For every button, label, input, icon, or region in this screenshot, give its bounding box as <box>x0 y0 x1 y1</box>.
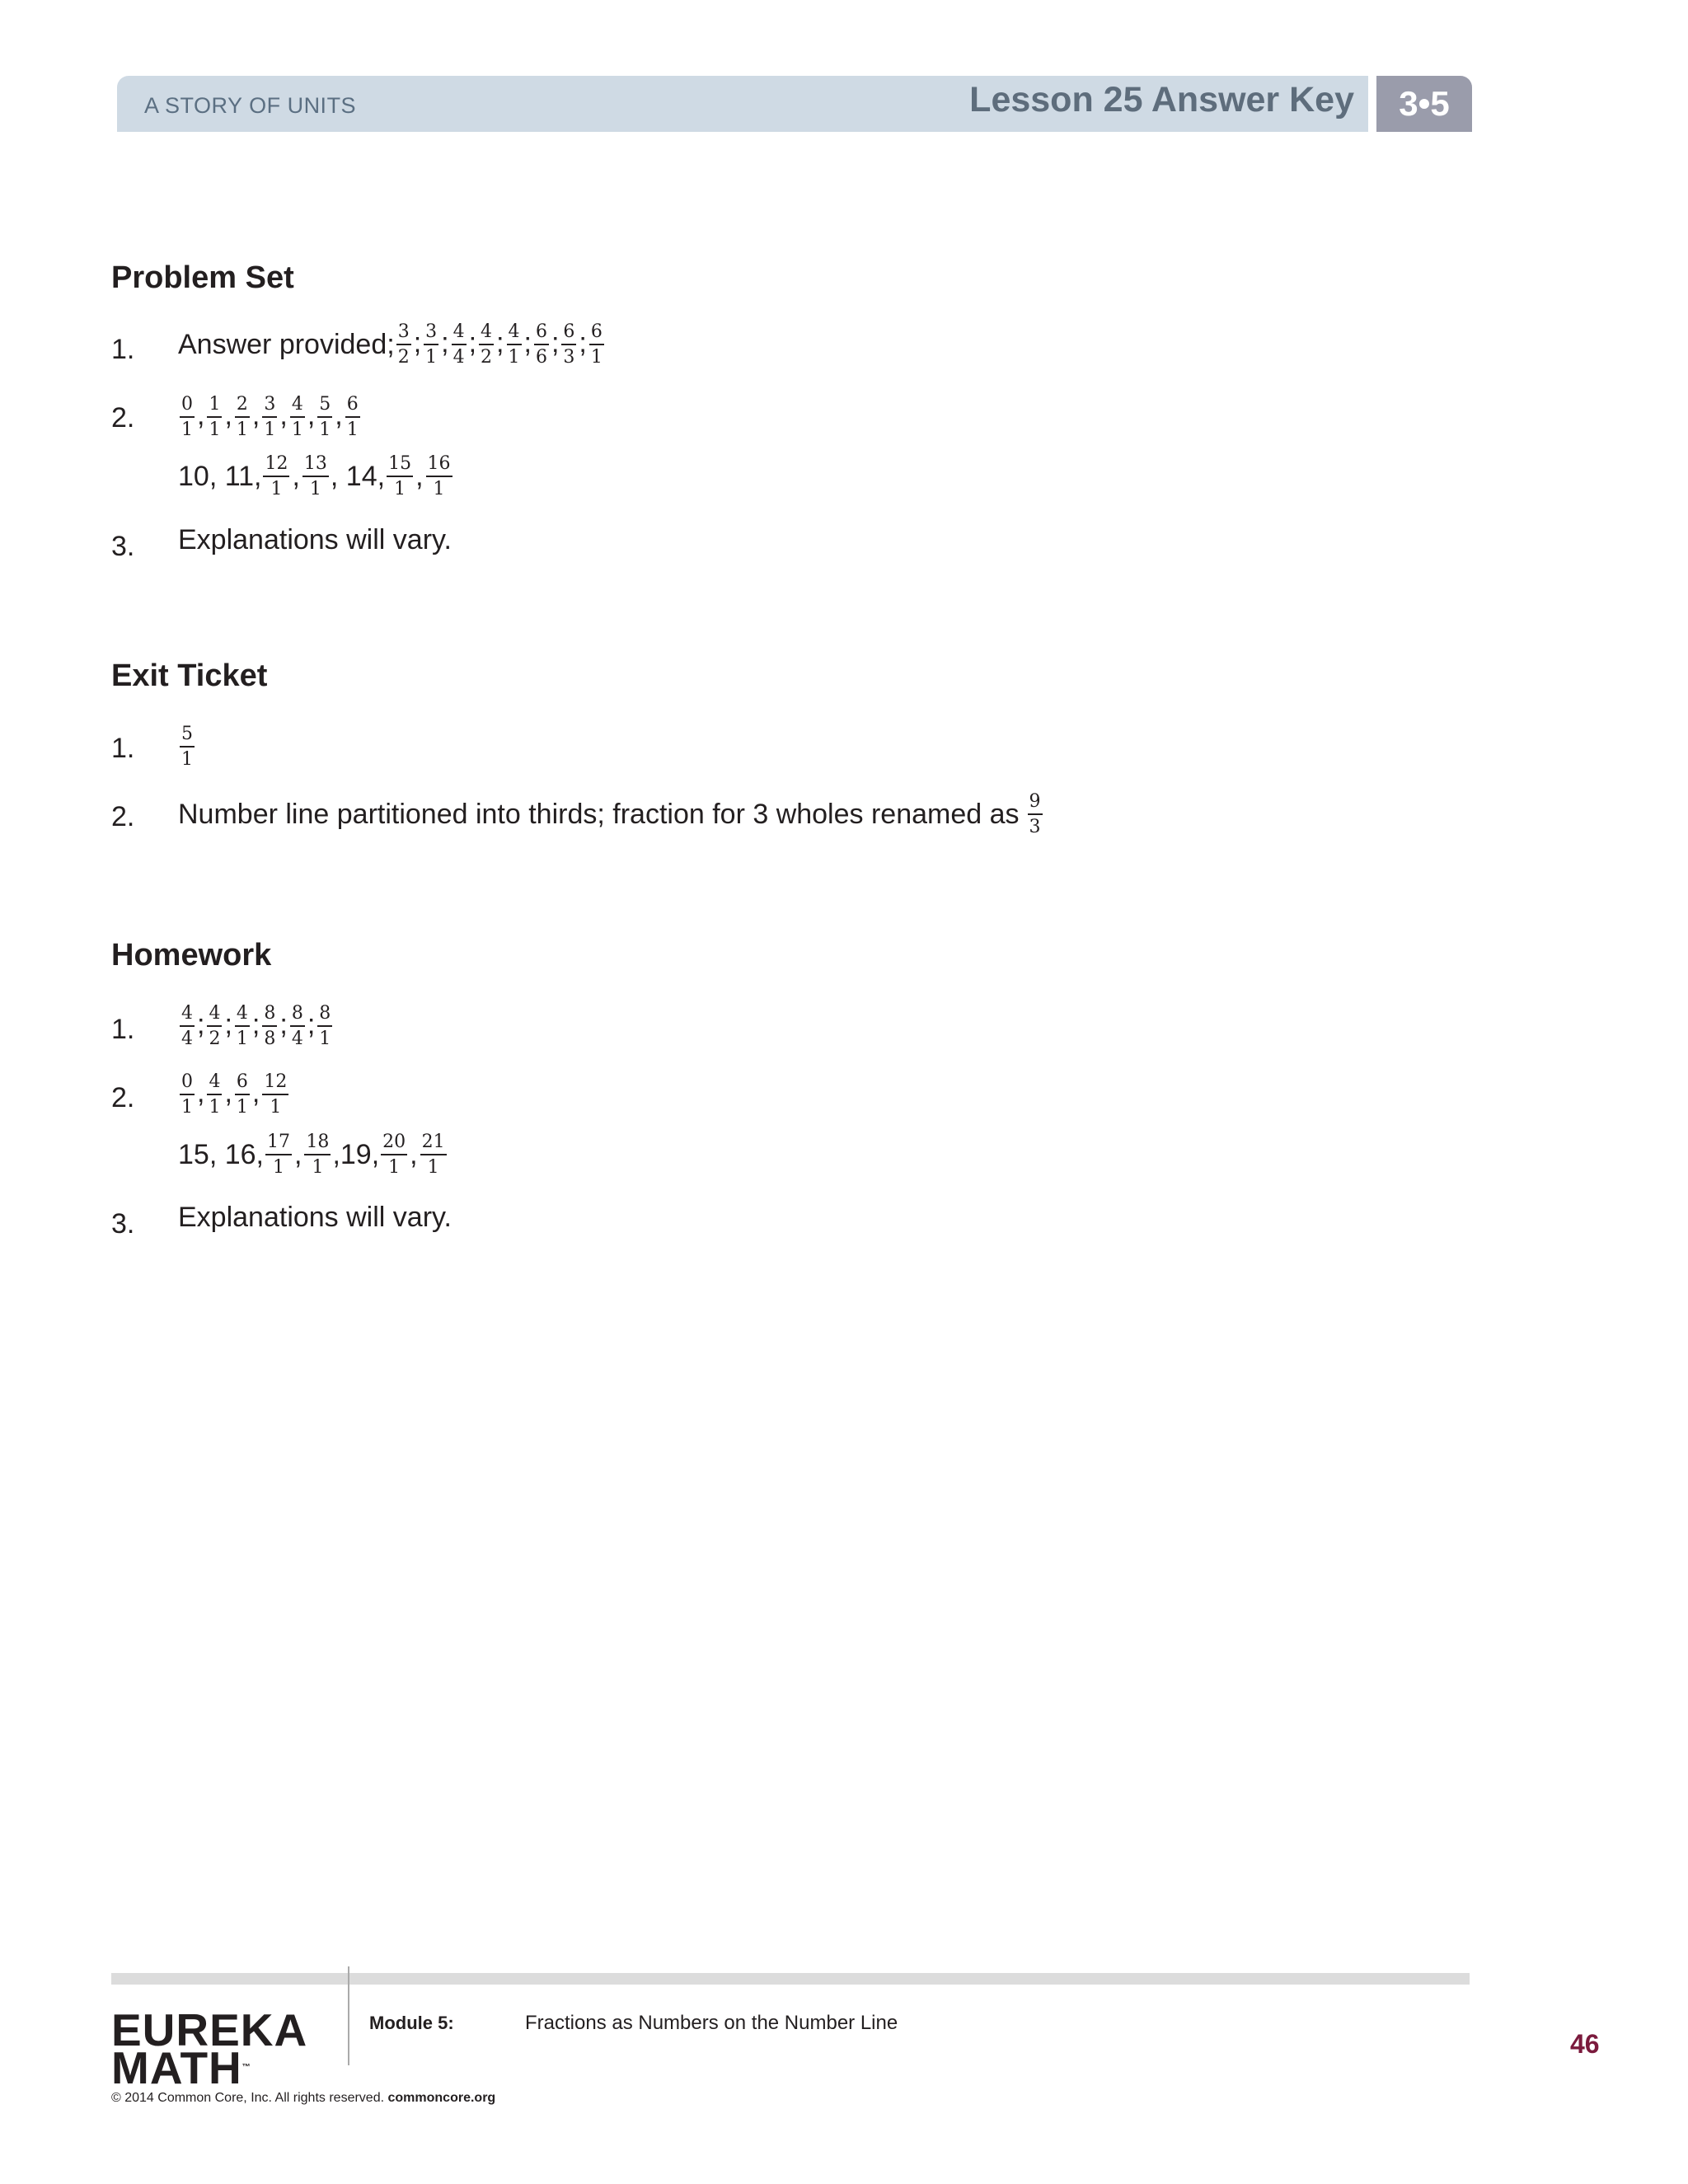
numerator: 16 <box>426 453 452 477</box>
answer-text: , 14, <box>330 460 386 492</box>
denominator: 1 <box>312 1157 324 1179</box>
fraction <box>304 1132 331 1179</box>
fraction <box>207 394 222 441</box>
homework-item-1-answer <box>178 1003 334 1050</box>
fraction <box>424 321 438 368</box>
denominator: 8 <box>264 1029 276 1050</box>
denominator: 1 <box>209 1097 221 1118</box>
homework-item-2-answer <box>178 1071 290 1118</box>
separator: ; <box>468 327 477 359</box>
fraction <box>317 1003 332 1050</box>
numerator: 17 <box>265 1132 292 1155</box>
denominator: 1 <box>181 749 193 771</box>
separator: , <box>251 1077 260 1109</box>
separator: ; <box>579 327 587 359</box>
denominator: 2 <box>209 1029 221 1050</box>
homework-item-2-answer-line2 <box>178 1132 448 1179</box>
separator: , <box>197 400 205 432</box>
fraction <box>180 1071 195 1118</box>
module-label: Module 5: <box>369 2013 454 2033</box>
fraction-list <box>178 1071 290 1118</box>
separator: ; <box>251 1009 260 1041</box>
fraction <box>561 321 576 368</box>
fraction <box>265 1132 292 1179</box>
denominator: 1 <box>236 1097 248 1118</box>
numerator: 21 <box>420 1132 447 1155</box>
fraction <box>290 394 305 441</box>
denominator: 1 <box>319 1029 331 1050</box>
fraction <box>1028 791 1043 838</box>
numerator: 0 <box>180 394 195 418</box>
numerator: 13 <box>302 453 329 477</box>
exit-ticket-heading: Exit Ticket <box>111 658 268 693</box>
page-number: 46 <box>1570 2029 1600 2059</box>
denominator: 6 <box>535 347 547 368</box>
numerator: 6 <box>561 321 576 345</box>
numerator: 6 <box>345 394 360 418</box>
numerator: 3 <box>396 321 411 345</box>
denominator: 3 <box>1029 817 1041 838</box>
homework-item-1-number: 1. <box>111 1014 135 1045</box>
answer-text: ,19, <box>332 1138 380 1170</box>
answer-text: 15, 16, <box>178 1138 264 1170</box>
homework-item-3-number: 3. <box>111 1208 135 1240</box>
fraction <box>317 394 332 441</box>
denominator: 4 <box>452 347 465 368</box>
fraction <box>262 1071 288 1118</box>
separator: ; <box>279 1009 288 1041</box>
fraction <box>262 394 277 441</box>
copyright-link[interactable]: commoncore.org <box>387 2091 496 2105</box>
fraction <box>479 321 494 368</box>
lesson-title: Lesson 25 Answer Key <box>969 80 1354 120</box>
exit-ticket-item-2-number: 2. <box>111 801 135 832</box>
separator: ; <box>523 327 532 359</box>
exit-ticket-item-1-answer <box>178 724 196 771</box>
denominator: 1 <box>272 1157 284 1179</box>
fraction <box>420 1132 447 1179</box>
numerator: 2 <box>235 394 250 418</box>
denominator: 1 <box>346 419 359 441</box>
numerator: 5 <box>180 724 195 748</box>
denominator: 1 <box>394 479 406 500</box>
denominator: 1 <box>319 419 331 441</box>
logo-line-1: EUREKA <box>111 2004 308 2055</box>
homework-item-2-number: 2. <box>111 1082 135 1113</box>
fraction <box>207 1003 222 1050</box>
numerator: 4 <box>180 1003 195 1027</box>
fraction <box>534 321 549 368</box>
denominator: 3 <box>563 347 575 368</box>
fraction <box>235 1071 250 1118</box>
denominator: 1 <box>270 479 283 500</box>
module-title: Fractions as Numbers on the Number Line <box>525 2012 898 2034</box>
problem-set-item-1-number: 1. <box>111 334 135 365</box>
footer-rule <box>111 1973 1470 1985</box>
numerator: 20 <box>381 1132 407 1155</box>
answer-text: 10, 11, <box>178 460 262 492</box>
numerator: 4 <box>207 1003 222 1027</box>
separator: , <box>307 400 316 432</box>
denominator: 1 <box>236 419 248 441</box>
fraction <box>235 394 250 441</box>
trademark-mark: ™ <box>241 2063 251 2072</box>
fraction <box>235 1003 250 1050</box>
numerator: 3 <box>424 321 438 345</box>
denominator: 1 <box>425 347 438 368</box>
separator: , <box>279 400 288 432</box>
separator: ; <box>551 327 560 359</box>
denominator: 1 <box>309 479 321 500</box>
fraction <box>302 453 329 500</box>
fraction <box>180 1003 195 1050</box>
fraction-list <box>178 394 362 441</box>
denominator: 1 <box>181 1097 193 1118</box>
denominator: 1 <box>590 347 603 368</box>
numerator: 0 <box>180 1071 195 1095</box>
problem-set-item-2-answer <box>178 394 362 441</box>
separator: ; <box>441 327 449 359</box>
denominator: 1 <box>209 419 221 441</box>
numerator: 12 <box>263 453 289 477</box>
separator: , <box>292 460 300 492</box>
numerator: 8 <box>262 1003 277 1027</box>
denominator: 1 <box>427 1157 439 1179</box>
fraction <box>345 394 360 441</box>
numerator: 1 <box>207 394 222 418</box>
fraction-list <box>178 1003 334 1050</box>
numerator: 4 <box>290 394 305 418</box>
problem-set-item-2-answer-line2 <box>178 453 454 500</box>
fraction <box>507 321 522 368</box>
copyright-text: © 2014 Common Core, Inc. All rights reserved. <box>111 2091 385 2105</box>
numerator: 3 <box>262 394 277 418</box>
numerator: 4 <box>507 321 522 345</box>
denominator: 2 <box>481 347 493 368</box>
denominator: 1 <box>291 419 303 441</box>
eureka-math-logo <box>111 2004 308 2093</box>
separator: , <box>224 1077 232 1109</box>
separator: ; <box>496 327 504 359</box>
copyright <box>111 2091 495 2106</box>
denominator: 1 <box>264 419 276 441</box>
numerator: 6 <box>534 321 549 345</box>
separator: ; <box>224 1009 232 1041</box>
separator: , <box>293 1138 302 1170</box>
separator: , <box>251 400 260 432</box>
denominator: 2 <box>397 347 410 368</box>
numerator: 6 <box>589 321 604 345</box>
answer-text: Number line partitioned into thirds; fraction for 3 wholes renamed as <box>178 798 1020 830</box>
exit-ticket-item-2-answer <box>178 791 1044 838</box>
fraction <box>180 724 195 771</box>
numerator: 6 <box>235 1071 250 1095</box>
fraction <box>262 1003 277 1050</box>
separator: , <box>335 400 343 432</box>
denominator: 1 <box>270 1097 282 1118</box>
exit-ticket-item-1-number: 1. <box>111 733 135 764</box>
problem-set-heading: Problem Set <box>111 260 294 295</box>
homework-item-3-answer: Explanations will vary. <box>178 1202 452 1233</box>
numerator: 4 <box>479 321 494 345</box>
separator: ; <box>413 327 422 359</box>
footer-divider <box>348 1966 349 2065</box>
numerator: 8 <box>290 1003 305 1027</box>
fraction <box>207 1071 222 1118</box>
denominator: 1 <box>388 1157 401 1179</box>
answer-lead-text: Answer provided; <box>178 328 395 360</box>
numerator: 8 <box>317 1003 332 1027</box>
grade-module-badge: 3•5 <box>1376 76 1472 132</box>
numerator: 18 <box>304 1132 331 1155</box>
separator: ; <box>197 1009 205 1041</box>
denominator: 4 <box>181 1029 193 1050</box>
homework-heading: Homework <box>111 938 272 972</box>
problem-set-item-3-number: 3. <box>111 531 135 562</box>
series-label: A STORY OF UNITS <box>144 93 357 118</box>
numerator: 12 <box>262 1071 288 1095</box>
problem-set-item-2-number: 2. <box>111 402 135 434</box>
denominator: 1 <box>433 479 445 500</box>
fraction-list <box>395 321 606 368</box>
separator: , <box>224 400 232 432</box>
separator: , <box>415 460 424 492</box>
fraction <box>452 321 467 368</box>
problem-set-item-3-answer: Explanations will vary. <box>178 524 452 555</box>
problem-set-item-1-answer <box>178 321 606 368</box>
fraction <box>387 453 413 500</box>
denominator: 1 <box>236 1029 248 1050</box>
denominator: 1 <box>181 419 193 441</box>
fraction <box>426 453 452 500</box>
numerator: 9 <box>1028 791 1043 815</box>
separator: , <box>410 1138 418 1170</box>
fraction <box>381 1132 407 1179</box>
numerator: 15 <box>387 453 413 477</box>
fraction <box>180 394 195 441</box>
fraction <box>263 453 289 500</box>
numerator: 5 <box>317 394 332 418</box>
fraction <box>589 321 604 368</box>
fraction <box>396 321 411 368</box>
denominator: 1 <box>508 347 520 368</box>
denominator: 4 <box>291 1029 303 1050</box>
separator: , <box>197 1077 205 1109</box>
fraction <box>290 1003 305 1050</box>
numerator: 4 <box>235 1003 250 1027</box>
separator: ; <box>307 1009 316 1041</box>
logo-line-2-text: MATH <box>111 2042 242 2093</box>
numerator: 4 <box>207 1071 222 1095</box>
numerator: 4 <box>452 321 467 345</box>
